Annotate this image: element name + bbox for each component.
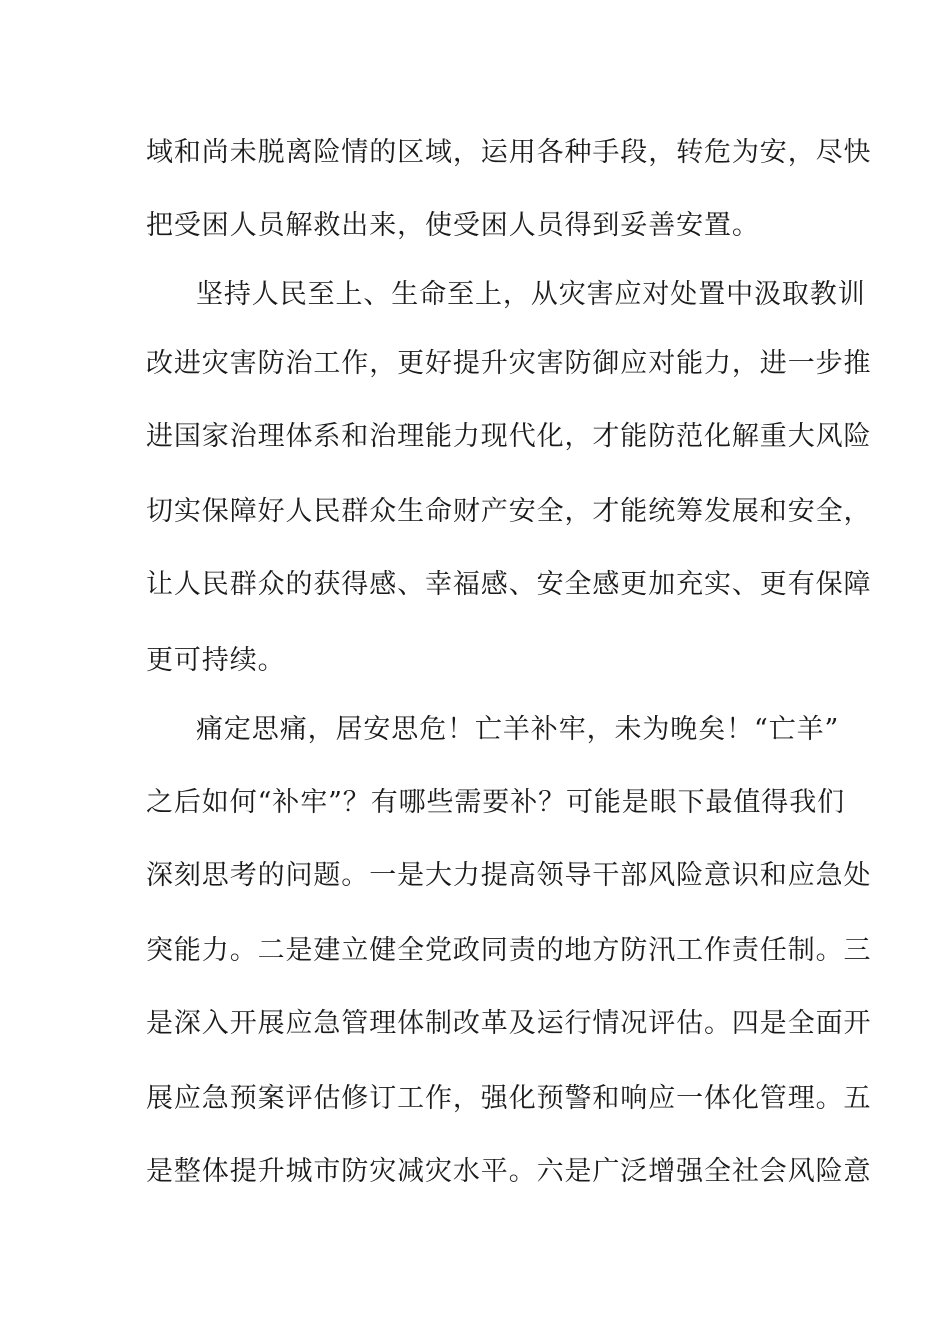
text-line: 进国家治理体系和治理能力现代化，才能防范化解重大风险 <box>146 421 872 452</box>
text-line: 切实保障好人民群众生命财产安全，才能统筹发展和安全， <box>146 496 872 527</box>
text-line: 把受困人员解救出来，使受困人员得到妥善安置。 <box>146 210 760 241</box>
text-line: 痛定思痛，居安思危！亡羊补牢，未为晚矣！“亡羊” <box>196 714 840 745</box>
text-line: 是深入开展应急管理体制改革及运行情况评估。四是全面开 <box>146 1008 872 1039</box>
text-line: 是整体提升城市防灾减灾水平。六是广泛增强全社会风险意 <box>146 1156 872 1187</box>
text-line: 深刻思考的问题。一是大力提高领导干部风险意识和应急处 <box>146 860 872 891</box>
text-line: 更可持续。 <box>146 645 286 676</box>
text-line: 展应急预案评估修订工作，强化预警和响应一体化管理。五 <box>146 1083 872 1114</box>
text-line: 改进灾害防治工作，更好提升灾害防御应对能力，进一步推 <box>146 348 872 379</box>
text-line: 之后如何“补牢”？有哪些需要补？可能是眼下最值得我们 <box>146 787 846 818</box>
text-line: 坚持人民至上、生命至上，从灾害应对处置中汲取教训 <box>196 279 866 310</box>
text-line: 让人民群众的获得感、幸福感、安全感更加充实、更有保障 <box>146 569 872 600</box>
text-line: 域和尚未脱离险情的区域，运用各种手段，转危为安，尽快 <box>146 137 872 168</box>
text-line: 突能力。二是建立健全党政同责的地方防汛工作责任制。三 <box>146 935 872 966</box>
